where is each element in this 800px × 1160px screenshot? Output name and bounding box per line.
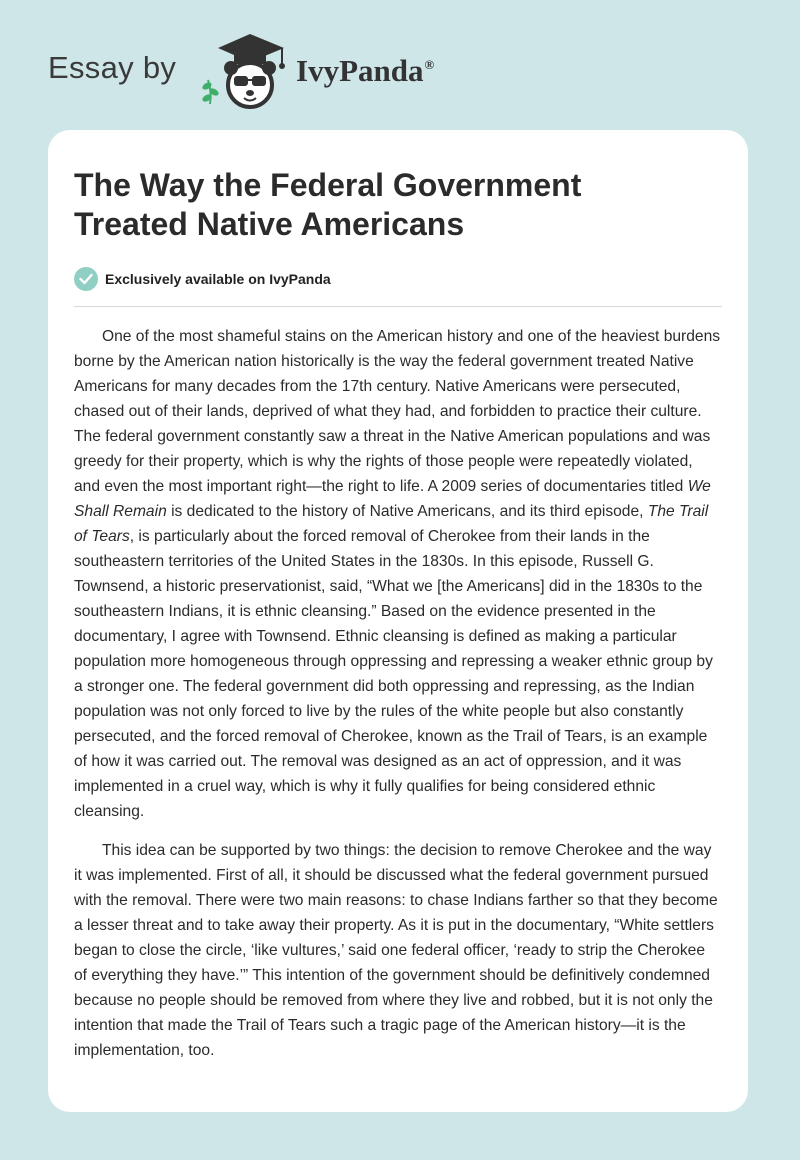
panda-logo-icon[interactable]	[198, 30, 294, 110]
exclusive-badge-label: Exclusively available on IvyPanda	[105, 271, 331, 287]
paragraph-1-part-e: , is particularly about the forced removal of Cherokee from their lands in the southeastern territories of the United States in the 1830s. In this episode, Russell G. Townsend, a historic preservationist, said, “What we [the Americans] did in the 1830s to the southeastern Indians, it is ethnic cleansing.” Based on the evidence presented in the documentary, I agree with Townsend. Ethnic cleansing is defined as making a particular population more homogeneous through oppressing and repressing a weaker ethnic group by a stronger one. The federal government did both oppressing and repressing, as the Indian population was not only forced to live by the rules of the white people but also constantly persecuted, and the forced removal of Cherokee, known as the Trail of Tears, is an example of how it was carried out. The removal was designed as an act of oppression, and it was implemented in a cruel way, which is why it fully qualifies for being considered ethnic cleansing.	[74, 528, 713, 820]
divider	[74, 306, 722, 307]
paragraph-1-part-c: is dedicated to the history of Native Americans, and its third episode,	[166, 503, 648, 520]
paragraph-1	[74, 324, 722, 824]
essay-body	[74, 324, 722, 1063]
paragraph-2: This idea can be supported by two things: the decision to remove Cherokee and the way it was implemented. First of all, it should be discussed what the federal government pursued with the removal. There were two main reasons: to chase Indians farther so that they become a lesser threat and to take away their property. As it is put in the documentary, “White settlers began to close the circle, ‘like vultures,’ said one federal officer, ‘ready to strip the Cherokee of everything they have.’” This intention of the government should be definitively condemned because no people should be removed from where they live and robbed, but it is not only the intention that made the Trail of Tears such a tragic page of the American history—it is the implementation, too.	[74, 842, 718, 1059]
site-header	[0, 0, 800, 130]
essay-title-line-2: Treated Native Americans	[74, 206, 465, 242]
paragraph-1-part-a: One of the most shameful stains on the American history and one of the heaviest burdens borne by the American nation historically is the way the federal government treated Native Americans for many decades from the 17th century. Native Americans were persecuted, chased out of their lands, deprived of what they had, and forbidden to practice their culture. The federal government constantly saw a threat in the Native American populations and was greedy for their property, which is why the rights of those people were repeatedly violated, and even the most important right—the right to life. A 2009 series of documentaries titled	[74, 328, 721, 495]
check-circle-icon	[74, 267, 98, 291]
essay-title	[74, 166, 674, 244]
exclusive-badge	[74, 266, 722, 292]
trademark-symbol: ®	[424, 57, 435, 72]
documentary-title: We Shall Remain	[74, 478, 711, 520]
essay-title-line-1: The Way the Federal Government	[74, 167, 582, 203]
brand-label: IvyPanda	[296, 53, 424, 88]
essay-by-label: Essay by	[48, 50, 177, 85]
essay-card	[48, 130, 748, 1112]
brand-name[interactable]	[296, 53, 434, 89]
episode-title: The Trail of Tears	[74, 503, 709, 545]
